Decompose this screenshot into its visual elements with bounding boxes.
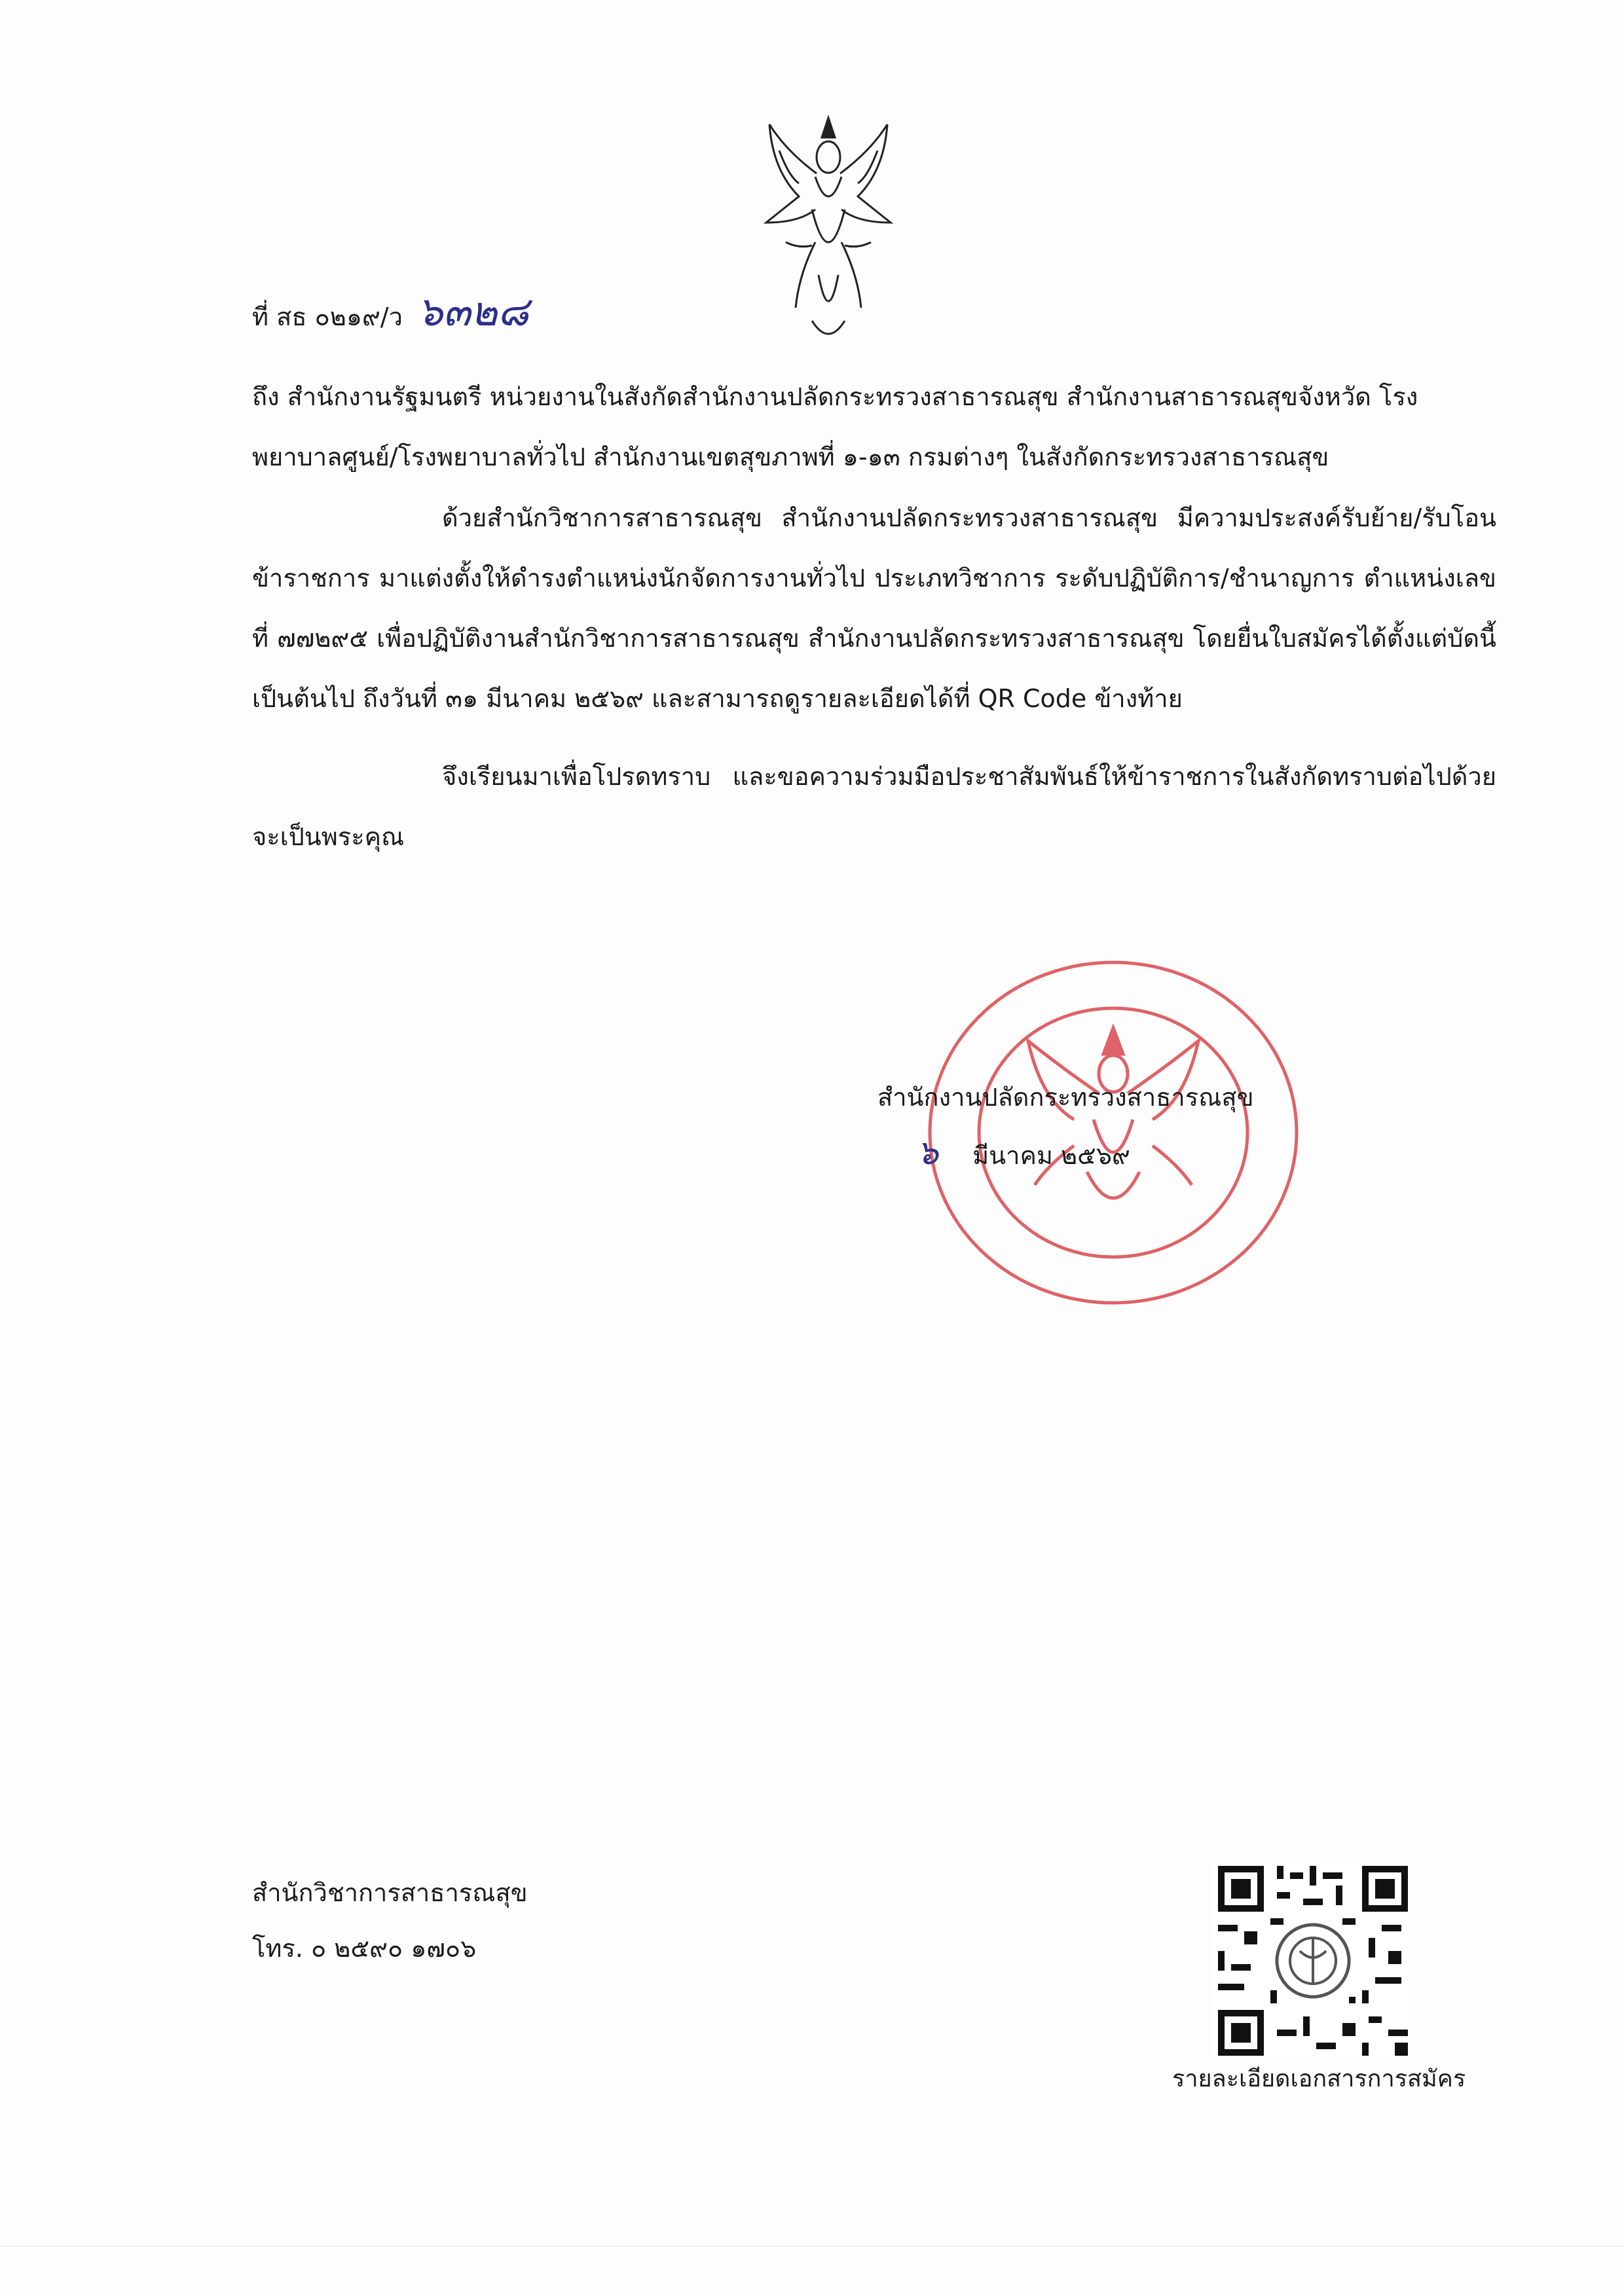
reference-number [252,282,528,347]
contact-phone: โทร. ๐ ๒๕๙๐ ๑๗๐๖ [252,1934,477,1963]
garuda-emblem-icon [760,111,897,350]
contact-unit: สำนักวิชาการสาธารณสุข [252,1878,528,1907]
reference-handwritten-number: ๖๓๒๘ [417,287,529,335]
date-day-handwritten: ๖ [917,1133,939,1173]
body-paragraph-2: จึงเรียนมาเพื่อโปรดทราบ และขอความร่วมมือประชาสัมพันธ์ให้ข้าราชการในสังกัดทราบต่อไปด้วย จะเป็นพระคุณ [252,762,1496,851]
body-paragraph-1: ด้วยสำนักวิชาการสาธารณสุข สำนักงานปลัดกระทรวงสาธารณสุข มีความประสงค์รับย้าย/รับโอนข้าราชการ มาแต่งตั้งให้ดำรงตำแหน่งนักจัดการงานทั่วไป ประเภทวิชาการ ระดับปฏิบัติการ/ชำนาญการ ตำแหน่งเลขที่ ๗๗๒๙๕ เพื่อปฏิบัติงานสำนักวิชาการสาธารณสุข สำนักงานปลัดกระทรวงสาธารณสุข โดยยื่นใบสมัครได้ตั้งแต่บัดนี้เป็นต้นไป ถึงวันที่ ๓๑ มีนาคม ๒๕๖๙ และสามารถดูรายละเอียดได้ที่ QR Code ข้างท้าย [252,503,1496,713]
date-month-year: มีนาคม ๒๕๖๙ [972,1141,1130,1170]
qr-code-icon[interactable] [1211,1859,1414,2062]
recipient-line: ถึง สำนักงานรัฐมนตรี หน่วยงานในสังกัดสำนักงานปลัดกระทรวงสาธารณสุข สำนักงานสาธารณสุขจังหวัด โรงพยาบาลศูนย์/โรงพยาบาลทั่วไป สำนักงานเขตสุขภาพที่ ๑-๑๓ กรมต่างๆ ในสังกัดกระทรวงสาธารณสุข [252,382,1418,471]
page-bottom-edge [0,2246,1624,2247]
signature-date [917,1123,1130,1186]
reference-prefix: ที่ สธ ๐๒๑๙/ว [252,302,403,331]
signature-organization: สำนักงานปลัดกระทรวงสาธารณสุข [877,1083,1254,1112]
qr-code-label: รายละเอียดเอกสารการสมัคร [1172,2066,1466,2092]
